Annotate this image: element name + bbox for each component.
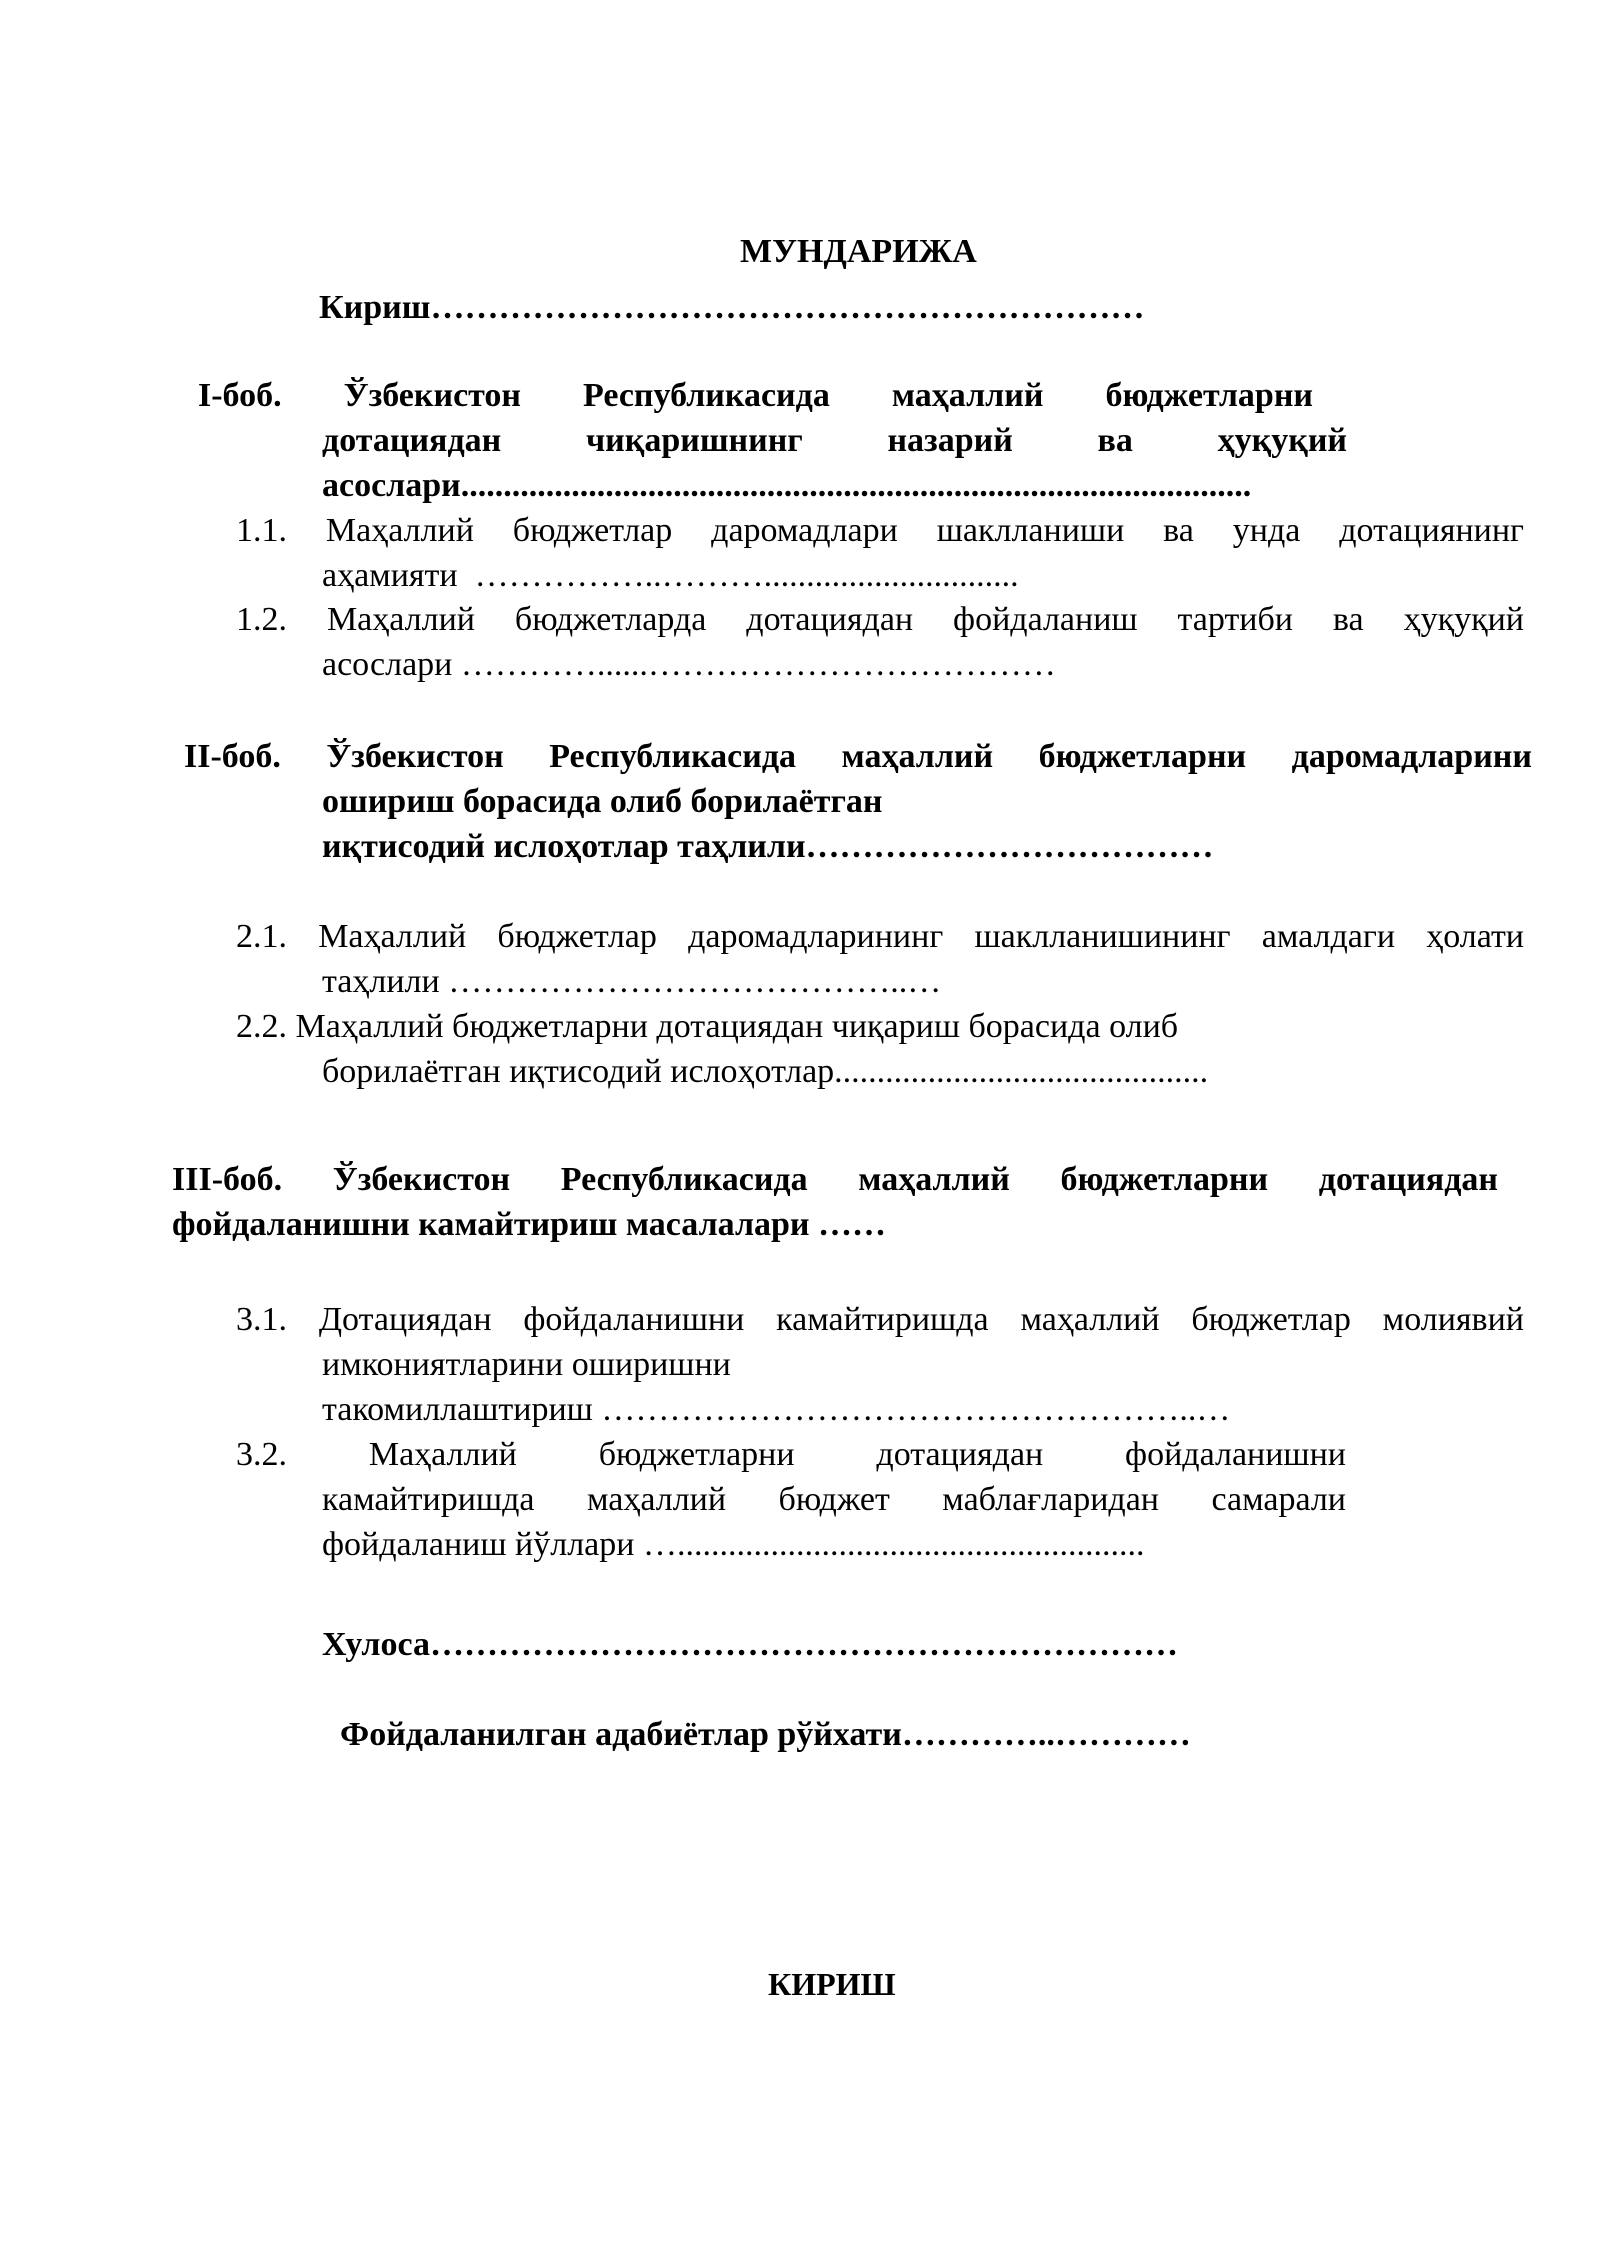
ch2-heading-line3: иқтисодий ислоҳотлар таҳлили……………………………… [322,828,1214,865]
toc-intro: Кириш……………………………………………………… [319,289,1145,326]
toc-conclusion: Хулоса………………………………………………………… [322,1626,1178,1663]
toc-item-1-1-line2: аҳамияти ……………..……….............................. [322,557,1019,594]
toc-references: Фойдаланилган адабиётлар рўйхати…………..………… [340,1716,1191,1753]
toc-item-3-1-line3: такомиллаштириш ……………………………………………..… [322,1391,1231,1428]
ch2-heading-line1: II-боб. Ўзбекистон Республикасида маҳаллий бюджетларни даромадларини [184,738,1532,775]
toc-item-1-2-line2: асослари …………......……………………………… [322,646,1056,683]
toc-item-3-2-line3: фойдаланиш йўллари …....................................................... [322,1526,1145,1563]
toc-item-1-2-line1: 1.2. Маҳаллий бюджетларда дотациядан фойдаланиш тартиби ва ҳуқуқий [236,601,1524,638]
toc-title: МУНДАРИЖА [740,233,977,270]
ch1-heading-line1: I-боб. Ўзбекистон Республикасида маҳаллий бюджетларни [198,377,1313,414]
toc-item-3-2-line1: 3.2. Маҳаллий бюджетларни дотациядан фойдаланишни [236,1436,1346,1473]
ch1-heading-line2: дотациядан чиқаришнинг назарий ва ҳуқуқий [322,422,1347,459]
ch2-heading-line2: ошириш борасида олиб борилаётган [322,783,883,820]
ch1-heading-line3: асослари............................................................................................. [322,467,1252,504]
toc-item-3-1-line2: имкониятларини оширишни [322,1346,731,1383]
toc-item-2-2-line1: 2.2. Маҳаллий бюджетларни дотациядан чиқариш борасида олиб [236,1008,1179,1045]
next-section-title: КИРИШ [768,1966,896,2002]
toc-item-3-1-line1: 3.1. Дотациядан фойдаланишни камайтиришда маҳаллий бюджетлар молиявий [236,1301,1524,1338]
toc-item-1-1-line1: 1.1. Маҳаллий бюджетлар даромадлари шаклланиши ва унда дотациянинг [236,512,1524,549]
ch3-heading-line1: III-боб. Ўзбекистон Республикасида маҳаллий бюджетларни дотациядан [172,1161,1498,1198]
toc-item-2-2-line2: борилаётган иқтисодий ислоҳотлар............................................ [322,1053,1209,1090]
toc-item-2-1-line2: таҳлили …………………………………..… [322,963,942,1000]
toc-item-2-1-line1: 2.1. Маҳаллий бюджетлар даромадларининг шаклланишининг амалдаги ҳолати [236,918,1524,955]
ch3-heading-line2: фойдаланишни камайтириш масалалари …… [172,1206,887,1243]
toc-item-3-2-line2: камайтиришда маҳаллий бюджет маблағларидан самарали [322,1481,1346,1518]
